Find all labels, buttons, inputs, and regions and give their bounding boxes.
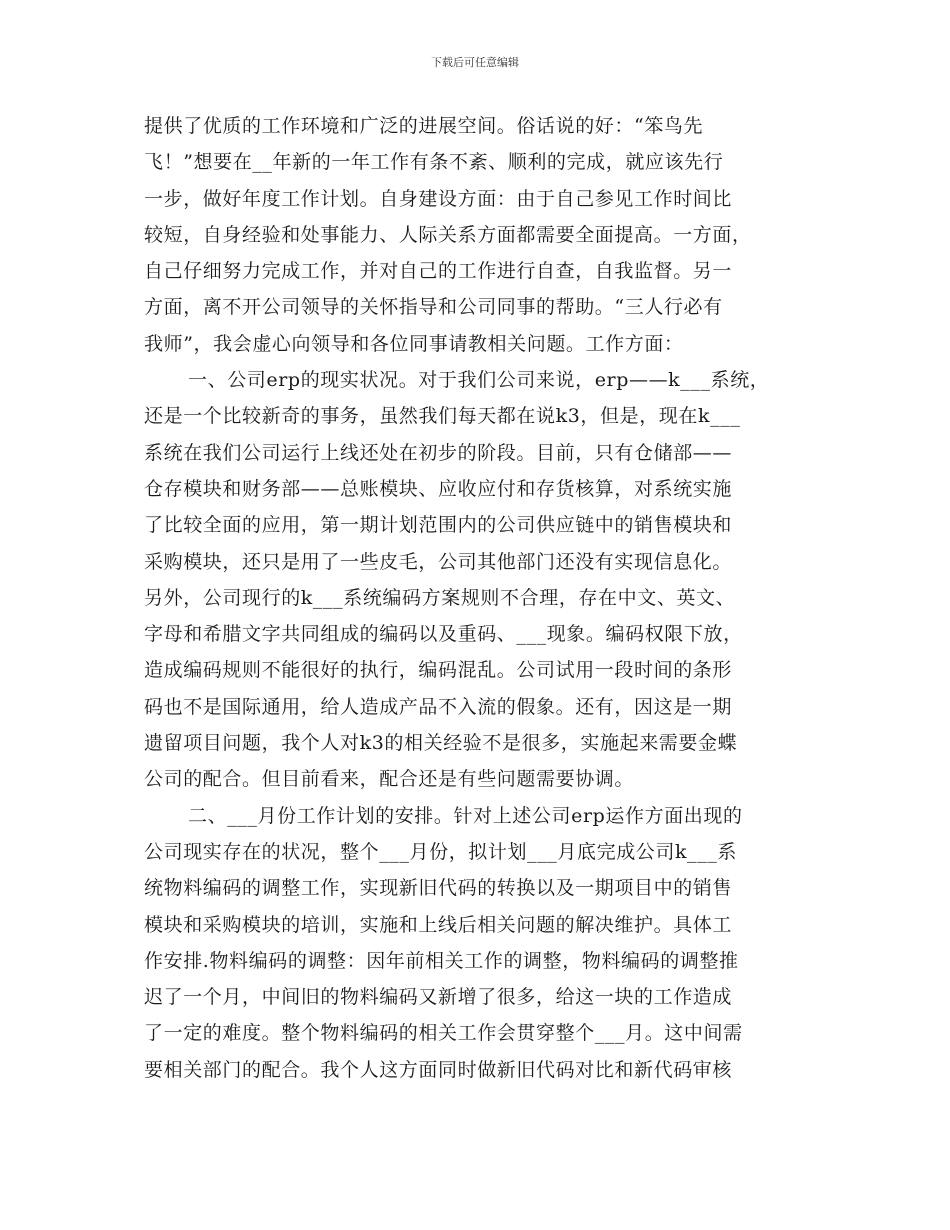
text-line: 遗留项目问题，我个人对k3的相关经验不是很多，实施起来需要金蝶 bbox=[144, 732, 738, 755]
text-line: 字母和希腊文字共同组成的编码以及重码、___现象。编码权限下放， bbox=[144, 623, 743, 646]
text-line: 飞！”想要在__年新的一年工作有条不紊、顺利的完成，就应该先行 bbox=[144, 151, 724, 174]
text-line: 了一定的难度。整个物料编码的相关工作会贯穿整个___月。这中间需 bbox=[144, 1022, 743, 1045]
text-line: 方面，离不开公司领导的关怀指导和公司同事的帮助。“三人行必有 bbox=[144, 296, 723, 319]
text-line: 码也不是国际通用，给人造成产品不入流的假象。还有，因这是一期 bbox=[144, 695, 733, 718]
text-line: 模块和采购模块的培训，实施和上线后相关问题的解决维护。具体工 bbox=[144, 913, 733, 936]
text-line: 要相关部门的配合。我个人这方面同时做新旧代码对比和新代码审核 bbox=[144, 1058, 733, 1081]
text-line: 了比较全面的应用，第一期计划范围内的公司供应链中的销售模块和 bbox=[144, 514, 733, 537]
text-line: 较短，自身经验和处事能力、人际关系方面都需要全面提高。一方面， bbox=[144, 223, 752, 246]
paragraph-start-line: 一、公司erp的现实状况。对于我们公司来说，erp——k___系统， bbox=[188, 369, 770, 392]
paragraph-start-line: 二、___月份工作计划的安排。针对上述公司erp运作方面出现的 bbox=[188, 804, 743, 827]
text-line: 我师”，我会虚心向领导和各位同事请教相关问题。工作方面： bbox=[144, 332, 684, 355]
text-line: 另外，公司现行的k___系统编码方案规则不合理，存在中文、英文、 bbox=[144, 586, 736, 609]
document-body bbox=[144, 108, 820, 1088]
text-line: 还是一个比较新奇的事务，虽然我们每天都在说k3，但是，现在k___ bbox=[144, 405, 741, 428]
text-line: 仓存模块和财务部——总账模块、应收应付和存货核算，对系统实施 bbox=[144, 477, 733, 500]
text-line: 公司现实存在的状况，整个___月份，拟计划___月底完成公司k___系 bbox=[144, 840, 738, 863]
text-line: 迟了一个月，中间旧的物料编码又新增了很多，给这一块的工作造成 bbox=[144, 986, 733, 1009]
page-header: 下载后可任意编辑 bbox=[431, 56, 519, 69]
text-line: 一步，做好年度工作计划。自身建设方面：由于自己参见工作时间比 bbox=[144, 187, 733, 210]
text-line: 公司的配合。但目前看来，配合还是有些问题需要协调。 bbox=[144, 768, 635, 791]
text-line: 统物料编码的调整工作，实现新旧代码的转换以及一期项目中的销售 bbox=[144, 877, 733, 900]
text-line: 采购模块，还只是用了一些皮毛，公司其他部门还没有实现信息化。 bbox=[144, 550, 733, 573]
text-line: 作安排.物料编码的调整：因年前相关工作的调整，物料编码的调整推 bbox=[144, 949, 739, 972]
text-line: 系统在我们公司运行上线还处在初步的阶段。目前，只有仓储部—— bbox=[144, 441, 733, 464]
text-line: 造成编码规则不能很好的执行，编码混乱。公司试用一段时间的条形 bbox=[144, 659, 733, 682]
text-line: 提供了优质的工作环境和广泛的进展空间。俗话说的好：“笨鸟先 bbox=[144, 115, 704, 137]
text-line: 自己仔细努力完成工作，并对自己的工作进行自查，自我监督。另一 bbox=[144, 260, 733, 283]
